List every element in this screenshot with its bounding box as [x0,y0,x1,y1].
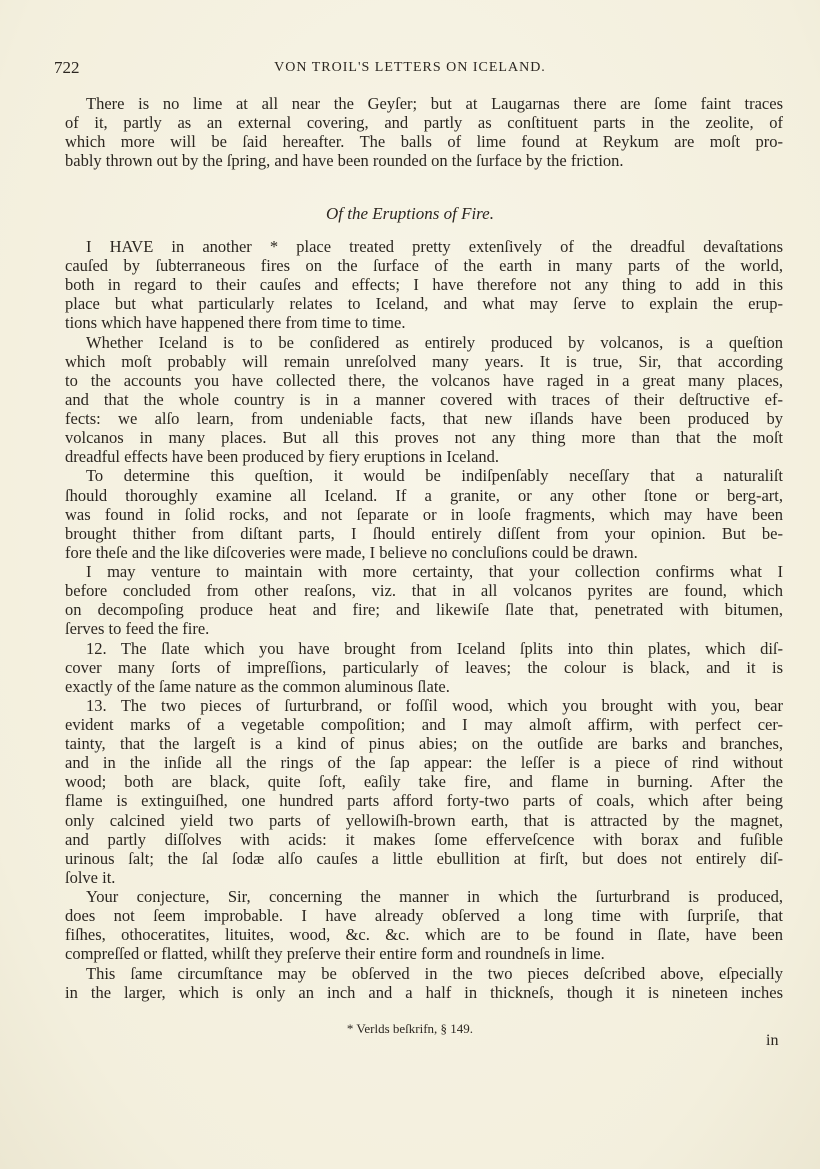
running-title: VON TROIL'S LETTERS ON ICELAND. [274,60,546,75]
text-line: which more will be ſaid hereafter. The balls of lime found at Reykum are moſt pro- [65,132,783,152]
text-line: fects: we alſo learn, from undeniable facts, that new iſlands have been produced by [65,409,783,429]
text-line: does not ſeem improbable. I have already obſerved a long time with ſurpriſe, that [65,906,783,926]
text-line: on decompoſing produce heat and fire; and likewiſe ſlate that, penetrated with bitumen, [65,600,783,620]
text-line: fore theſe and the like diſcoveries were made, I believe no concluſions could be drawn. [65,542,638,562]
text-line: and that the whole country is in a manner covered with traces of their deſtructive ef- [65,389,783,409]
text-line: To determine this queſtion, it would be indiſpenſably neceſſary that a naturaliſt [86,466,783,486]
text-line: both in regard to their cauſes and effects; I have therefore not any thing to add in this [65,275,783,295]
section-heading: Of the Eruptions of Fire. [326,204,494,223]
text-line: cover many ſorts of impreſſions, particularly of leaves; the colour is black, and it is [65,657,783,677]
text-line: volcanos in many places. But all this proves not any thing more than that the moſt [65,428,783,448]
text-line: cauſed by ſubterraneous fires on the ſurface of the earth in many parts of the world, [65,256,783,276]
text-line: compreſſed or flatted, whilſt they preſerve their entire form and roundneſs in lime. [65,944,605,964]
text-line: brought thither from diſtant parts, I ſhould entirely diſſent from your opinion. But be- [65,523,783,543]
catchword: in [766,1032,779,1049]
text-line: Your conjecture, Sir, concerning the manner in which the ſurturbrand is produced, [86,887,783,907]
text-line: to the accounts you have collected there, the volcanos have raged in a great many places, [65,370,783,390]
text-line: 13. The two pieces of ſurturbrand, or foſſil wood, which you brought with you, bear [86,695,783,715]
text-line: Whether Iceland is to be conſidered as entirely produced by volcanos, is a queſtion [86,332,783,352]
text-line: tions which have happened there from time to time. [65,313,406,333]
text-line: was found in ſolid rocks, and not ſeparate or in looſe fragments, which may have been [65,504,783,524]
text-line: exactly of the ſame nature as the common aluminous ſlate. [65,676,450,696]
text-line: This ſame circumſtance may be obſerved in the two pieces deſcribed above, eſpecially [86,963,783,983]
text-line: of it, partly as an external covering, and partly as conſtituent parts in the zeolite, of [65,113,783,133]
text-line: urinous ſalt; the ſal ſodæ alſo cauſes a little ebullition at firſt, but does not entirely diſ- [65,848,783,868]
text-line: and in the inſide all the rings of the ſap appear: the leſſer is a piece of rind without [65,753,783,773]
text-line: bably thrown out by the ſpring, and have been rounded on the ſurface by the friction. [65,151,624,171]
text-line: only calcined yield two parts of yellowiſh-brown earth, that is attracted by the magnet, [65,810,783,830]
text-line: dreadful effects have been produced by fiery eruptions in Iceland. [65,447,500,467]
footnote: * Verlds beſkrifn, § 149. [346,1021,474,1036]
text-line: in the larger, which is only an inch and a half in thickneſs, though it is nineteen inches [65,982,783,1002]
text-line: ſolve it. [65,867,116,887]
text-line: There is no lime at all near the Geyſer; but at Laugarnas there are ſome faint traces [86,94,783,113]
text-line: fiſhes, othoceratites, lituites, wood, &c. &c. which are to be found in ſlate, have been [65,925,783,945]
text-line: place but what particularly relates to Iceland, and what may ſerve to explain the erup- [65,294,783,314]
text-line: ſhould thoroughly examine all Iceland. If a granite, or any other ſtone or berg-art, [65,485,783,505]
text-line: and partly diſſolves with acids: it makes ſome efferveſcence with borax and fuſible [65,829,783,849]
text-line: flame is extinguiſhed, one hundred parts afford forty-two parts of coals, which after being [65,791,783,811]
text-line: evident marks of a vegetable compoſition; and I may almoſt affirm, with perfect cer- [65,715,783,734]
text-line: 12. The ſlate which you have brought from Iceland ſplits into thin plates, which diſ- [86,638,783,658]
page-number: 722 [54,58,80,77]
text-line: tainty, that the largeſt is a kind of pinus abies; on the outſide are barks and branches, [65,734,783,754]
text-line: before concluded from other reaſons, viz. that in all volcanos pyrites are found, which [65,581,783,601]
text-line: which moſt probably will remain unreſolved many years. It is true, Sir, that according [65,351,783,371]
text-line: I may venture to maintain with more certainty, that your collection confirms what I [86,562,783,582]
text-line: I HAVE in another * place treated pretty extenſively of the dreadful devaſtations [86,237,783,256]
text-line: wood; both are black, quite ſoft, eaſily take fire, and flame in burning. After the [65,772,783,792]
text-line: ſerves to feed the fire. [65,619,210,639]
